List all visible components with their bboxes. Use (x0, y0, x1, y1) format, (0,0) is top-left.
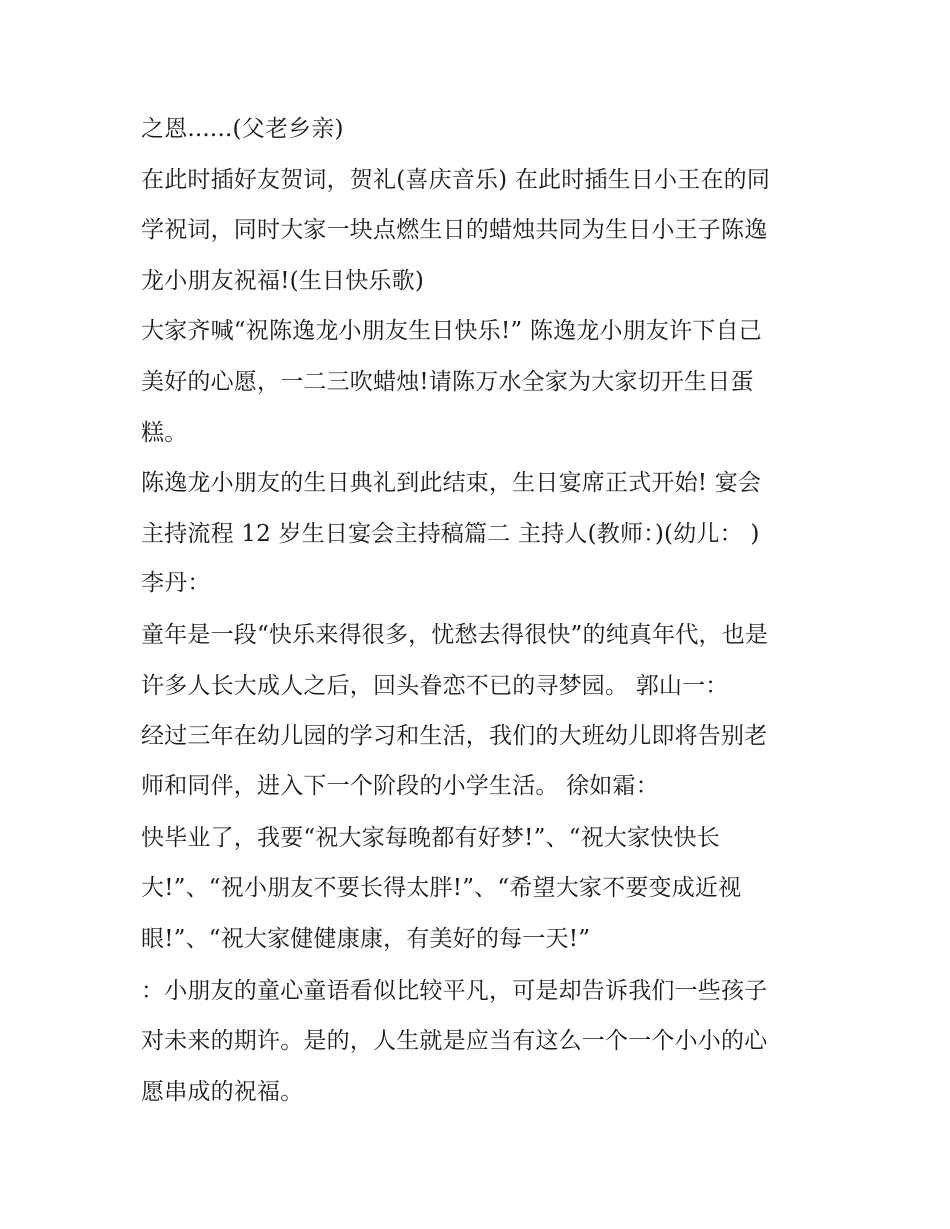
text-line: 龙小朋友祝福!(生日快乐歌) (141, 268, 424, 294)
text-line: 经过三年在幼儿园的学习和生活，我们的大班幼儿即将告别老 (141, 723, 768, 749)
text-line: 大!”、“祝小朋友不要长得太胖!”、“希望大家不要变成近视 (141, 875, 742, 901)
text-line: 大家齐喊“祝陈逸龙小朋友生日快乐!” 陈逸龙小朋友许下自己 (141, 318, 762, 344)
text-line: 糕。 (141, 420, 188, 446)
text-line: 对未来的期许。是的，人生就是应当有这么一个一个小小的心 (141, 1028, 768, 1054)
text-line: 李丹： (141, 570, 211, 596)
text-line: 快毕业了，我要“祝大家每晚都有好梦!”、“祝大家快快长 (141, 825, 720, 851)
text-line: 童年是一段“快乐来得很多，忧愁去得很快”的纯真年代，也是 (141, 622, 769, 648)
text-line: 美好的心愿，一二三吹蜡烛!请陈万水全家为大家切开生日蛋 (141, 369, 754, 395)
text-line: 主持流程 12 岁生日宴会主持稿篇二 主持人(教师：)(幼儿： ) (141, 521, 760, 547)
text-line: 愿串成的祝福。 (141, 1079, 304, 1105)
text-line: 许多人长大成人之后，回头眷恋不已的寻梦园。 郭山一： (141, 673, 729, 699)
text-line: ：小朋友的童心童语看似比较平凡，可是却告诉我们一些孩子 (141, 978, 768, 1004)
text-line: 学祝词，同时大家一块点燃生日的蜡烛共同为生日小王子陈逸 (141, 217, 768, 243)
text-line: 在此时插好友贺词，贺礼(喜庆音乐) 在此时插生日小王在的同 (141, 167, 771, 193)
text-line: 陈逸龙小朋友的生日典礼到此结束，生日宴席正式开始! 宴会 (141, 470, 762, 496)
text-line: 之恩......(父老乡亲) (141, 116, 344, 142)
text-line: 师和同伴，进入下一个阶段的小学生活。 徐如霜： (141, 773, 659, 799)
text-line: 眼!”、“祝大家健健康康，有美好的每一天!” (141, 926, 591, 952)
